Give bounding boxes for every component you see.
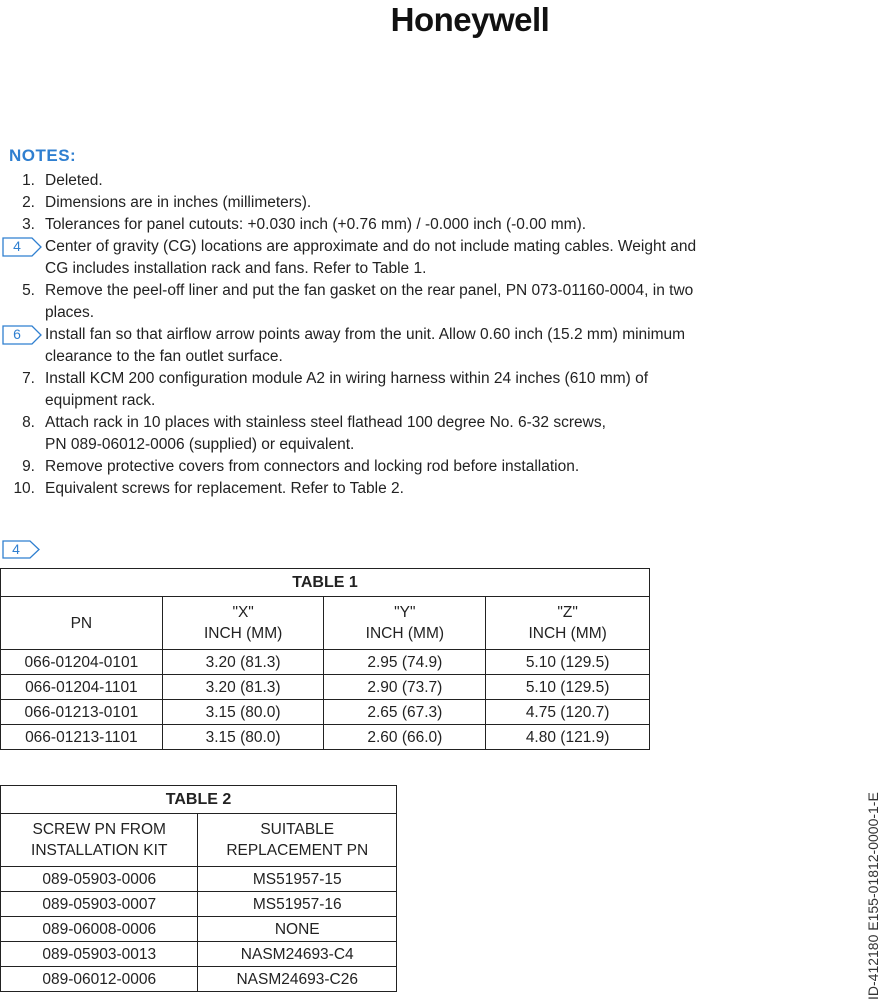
table-cell: 2.60 (66.0) [324, 725, 486, 750]
note-text: Dimensions are in inches (millimeters). [45, 194, 312, 211]
note-number: 10. [13, 480, 35, 497]
note-text: Center of gravity (CG) locations are approximate and do not include mating cables. Weight and [45, 238, 697, 255]
table-row [1, 867, 397, 892]
table-cell: 3.15 (80.0) [162, 725, 324, 750]
table-cell: 3.15 (80.0) [162, 700, 324, 725]
table-cell: 3.20 (81.3) [162, 675, 324, 700]
table-cell: 089-05903-0013 [1, 942, 198, 967]
note-number: 1. [22, 172, 35, 189]
table-cell: NASM24693-C26 [198, 967, 397, 992]
column-header-line: INCH (MM) [365, 625, 445, 642]
table-cell: 2.65 (67.3) [324, 700, 486, 725]
note-flag-table [2, 540, 40, 559]
column-header-line: SCREW PN FROM [32, 821, 166, 838]
table-cell: 4.80 (121.9) [486, 725, 650, 750]
table-cell: MS51957-16 [198, 892, 397, 917]
column-header [1, 814, 198, 867]
table-cell: MS51957-15 [198, 867, 397, 892]
note-text: Remove the peel-off liner and put the fan gasket on the rear panel, PN 073-01160-0004, in two [45, 282, 694, 299]
column-header [198, 814, 397, 867]
column-header-line: "Y" [394, 604, 416, 621]
note-text-continued: places. [45, 304, 95, 321]
note-number: 7. [22, 370, 35, 387]
note-text: Install fan so that airflow arrow points away from the unit. Allow 0.60 inch (15.2 mm) minimum [45, 326, 686, 343]
table-cell: 2.90 (73.7) [324, 675, 486, 700]
column-header-line: SUITABLE [260, 821, 335, 838]
column-header-line: INCH (MM) [528, 625, 607, 642]
note-number: 3. [22, 216, 35, 233]
table-cell: 5.10 (129.5) [486, 650, 650, 675]
column-header [324, 597, 486, 650]
table-cell: 089-05903-0007 [1, 892, 198, 917]
note-text: Attach rack in 10 places with stainless steel flathead 100 degree No. 6-32 screws, [45, 414, 606, 431]
table-cell: 4.75 (120.7) [486, 700, 650, 725]
note-text-continued: equipment rack. [45, 392, 156, 409]
table-cell: 089-05903-0006 [1, 867, 198, 892]
table-1 [0, 568, 650, 750]
table-cell: 066-01204-1101 [1, 675, 163, 700]
column-header-line: "X" [232, 604, 254, 621]
column-header-line: "Z" [557, 604, 578, 621]
table-cell: NASM24693-C4 [198, 942, 397, 967]
column-header-line: PN [70, 614, 93, 632]
note-text-continued: clearance to the fan outlet surface. [45, 348, 283, 365]
note-flag-table-number: 4 [12, 541, 20, 557]
table-row [1, 917, 397, 942]
column-header [486, 597, 650, 650]
table-2-title: TABLE 2 [1, 786, 397, 814]
column-header-line: INSTALLATION KIT [31, 842, 168, 859]
note-text: Install KCM 200 configuration module A2 in wiring harness within 24 inches (610 mm) of [45, 370, 649, 387]
column-header-line: REPLACEMENT PN [226, 842, 369, 859]
note-number: 2. [22, 194, 35, 211]
note-flag-number: 4 [13, 238, 21, 254]
note-number: 9. [22, 458, 35, 475]
table-cell: 089-06012-0006 [1, 967, 198, 992]
column-header [162, 597, 324, 650]
table-cell: 066-01213-1101 [1, 725, 163, 750]
note-text-continued: PN 089-06012-0006 (supplied) or equivalent. [45, 436, 355, 453]
table-row [1, 967, 397, 992]
table-cell: 066-01204-0101 [1, 650, 163, 675]
note-number: 5. [22, 282, 35, 299]
column-header-line: INCH (MM) [203, 625, 283, 642]
table-cell: 2.95 (74.9) [324, 650, 486, 675]
notes-heading: NOTES: [9, 146, 77, 165]
table-row [1, 650, 650, 675]
table-row [1, 675, 650, 700]
table-cell: 089-06008-0006 [1, 917, 198, 942]
note-flag [2, 237, 40, 256]
table-row [1, 942, 397, 967]
note-text: Tolerances for panel cutouts: +0.030 inch (+0.76 mm) / -0.000 inch (-0.00 mm). [45, 216, 587, 233]
table-row [1, 725, 650, 750]
table-2 [0, 785, 397, 992]
table-cell: 3.20 (81.3) [162, 650, 324, 675]
note-text-continued: CG includes installation rack and fans. Refer to Table 1. [45, 260, 427, 277]
table-1-title: TABLE 1 [1, 569, 650, 597]
table-cell: 066-01213-0101 [1, 700, 163, 725]
note-text: Remove protective covers from connectors and locking rod before installation. [45, 458, 580, 475]
table-row [1, 892, 397, 917]
drawing-id-label: ID-412180 E155-01812-0000-1-E [865, 792, 881, 1000]
column-header [1, 597, 163, 650]
note-flag [2, 325, 40, 344]
table-cell: 5.10 (129.5) [486, 675, 650, 700]
honeywell-logo: Honeywell [390, 1, 550, 38]
table-cell: NONE [198, 917, 397, 942]
note-text: Equivalent screws for replacement. Refer to Table 2. [45, 480, 404, 497]
table-row [1, 700, 650, 725]
note-text: Deleted. [45, 172, 103, 189]
note-number: 8. [22, 414, 35, 431]
note-flag-number: 6 [13, 326, 21, 342]
